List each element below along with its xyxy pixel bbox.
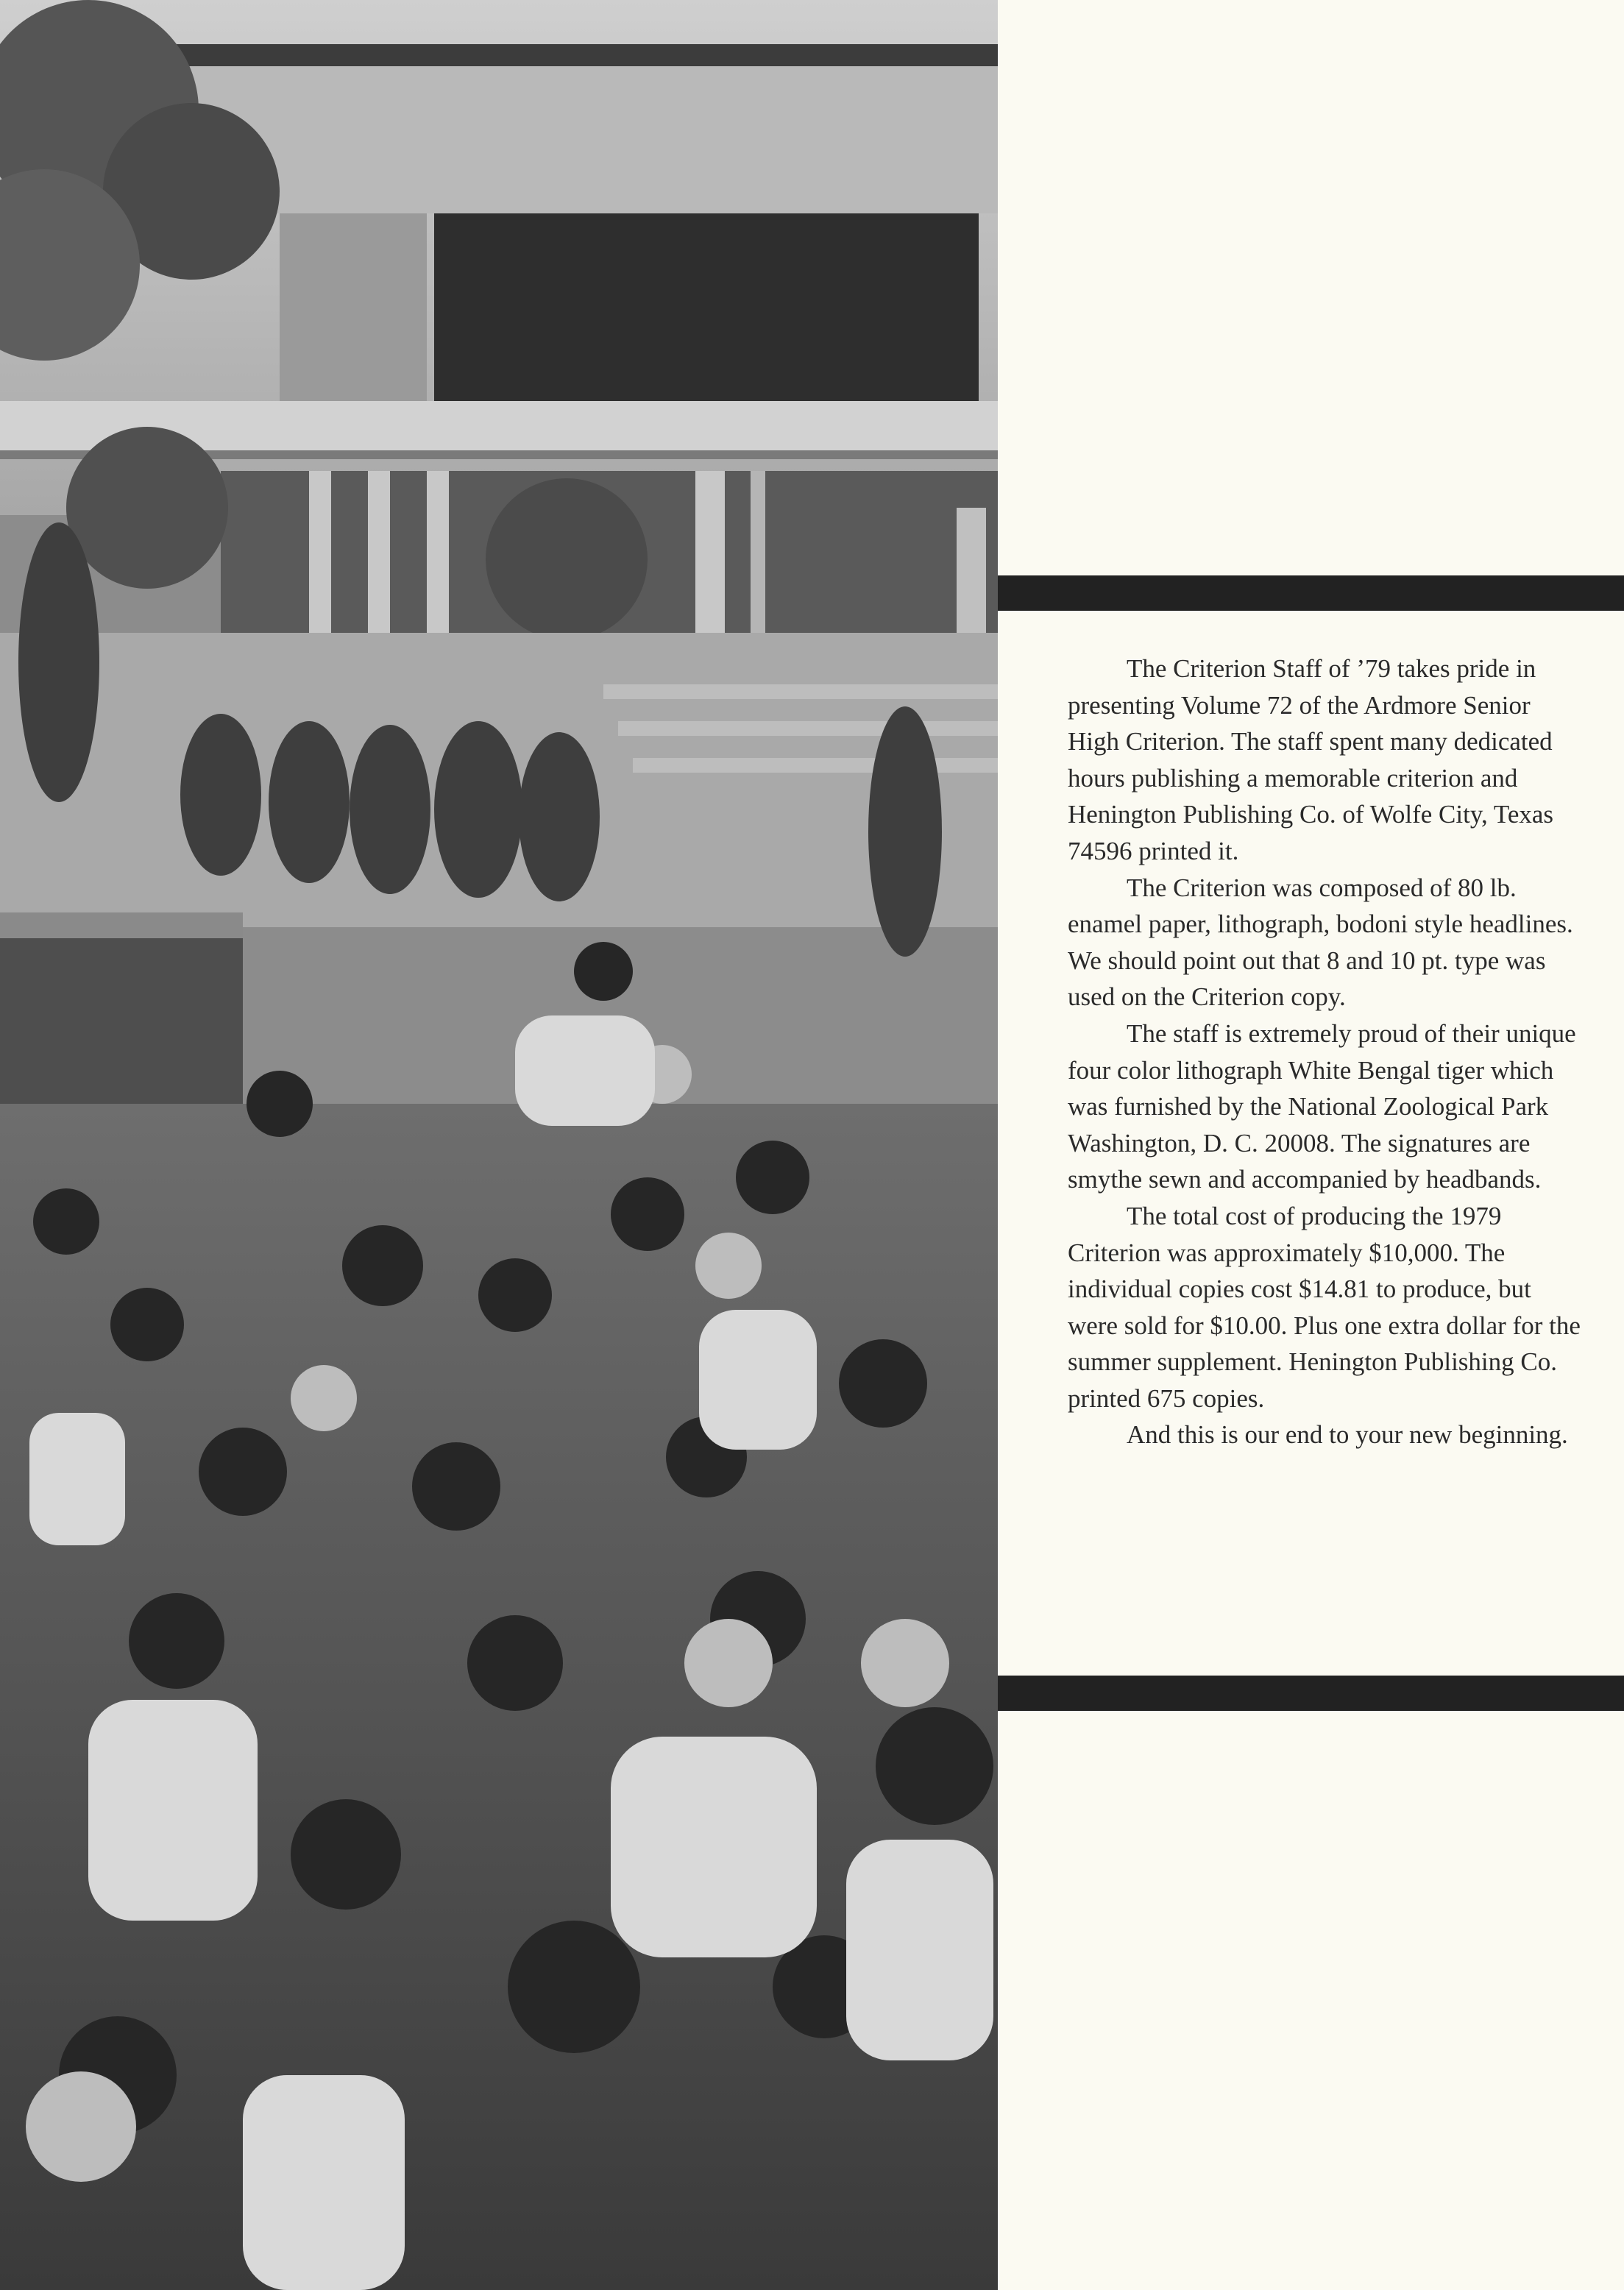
colophon-paragraph-tiger: The staff is extremely proud of their unique four color lithograph White Bengal tiger which was furnished by the National Zoological Park Washington, D. C. 20008. The signatures are smythe sewn and accompanied by headbands.: [1068, 1018, 1576, 1194]
colophon-paragraph-closing: And this is our end to your new beginning.: [1127, 1420, 1568, 1450]
colophon-paragraph-materials: The Criterion was composed of 80 lb. enamel paper, lithograph, bodoni style headlines. We should point out that 8 and 10 pt. type was used on the Criterion copy.: [1068, 873, 1573, 1012]
colophon-paragraph-cost: The total cost of producing the 1979 Criterion was approximately $10,000. The individual copies cost $14.81 to produce, but were sold for $10.00. Plus one extra dollar for the summer supplement. Henington Publishing Co. printed 675 copies.: [1068, 1201, 1581, 1413]
colophon-text: [1068, 651, 1583, 1453]
bottom-black-rule: [998, 1676, 1624, 1711]
top-black-rule: [998, 575, 1624, 611]
colophon-paragraph-staff: The Criterion Staff of ’79 takes pride in presenting Volume 72 of the Ardmore Senior High Criterion. The staff spent many dedicated hours publishing a memorable criterion and Henington Publishing Co. of Wolfe City, Texas 74596 printed it.: [1068, 654, 1554, 865]
